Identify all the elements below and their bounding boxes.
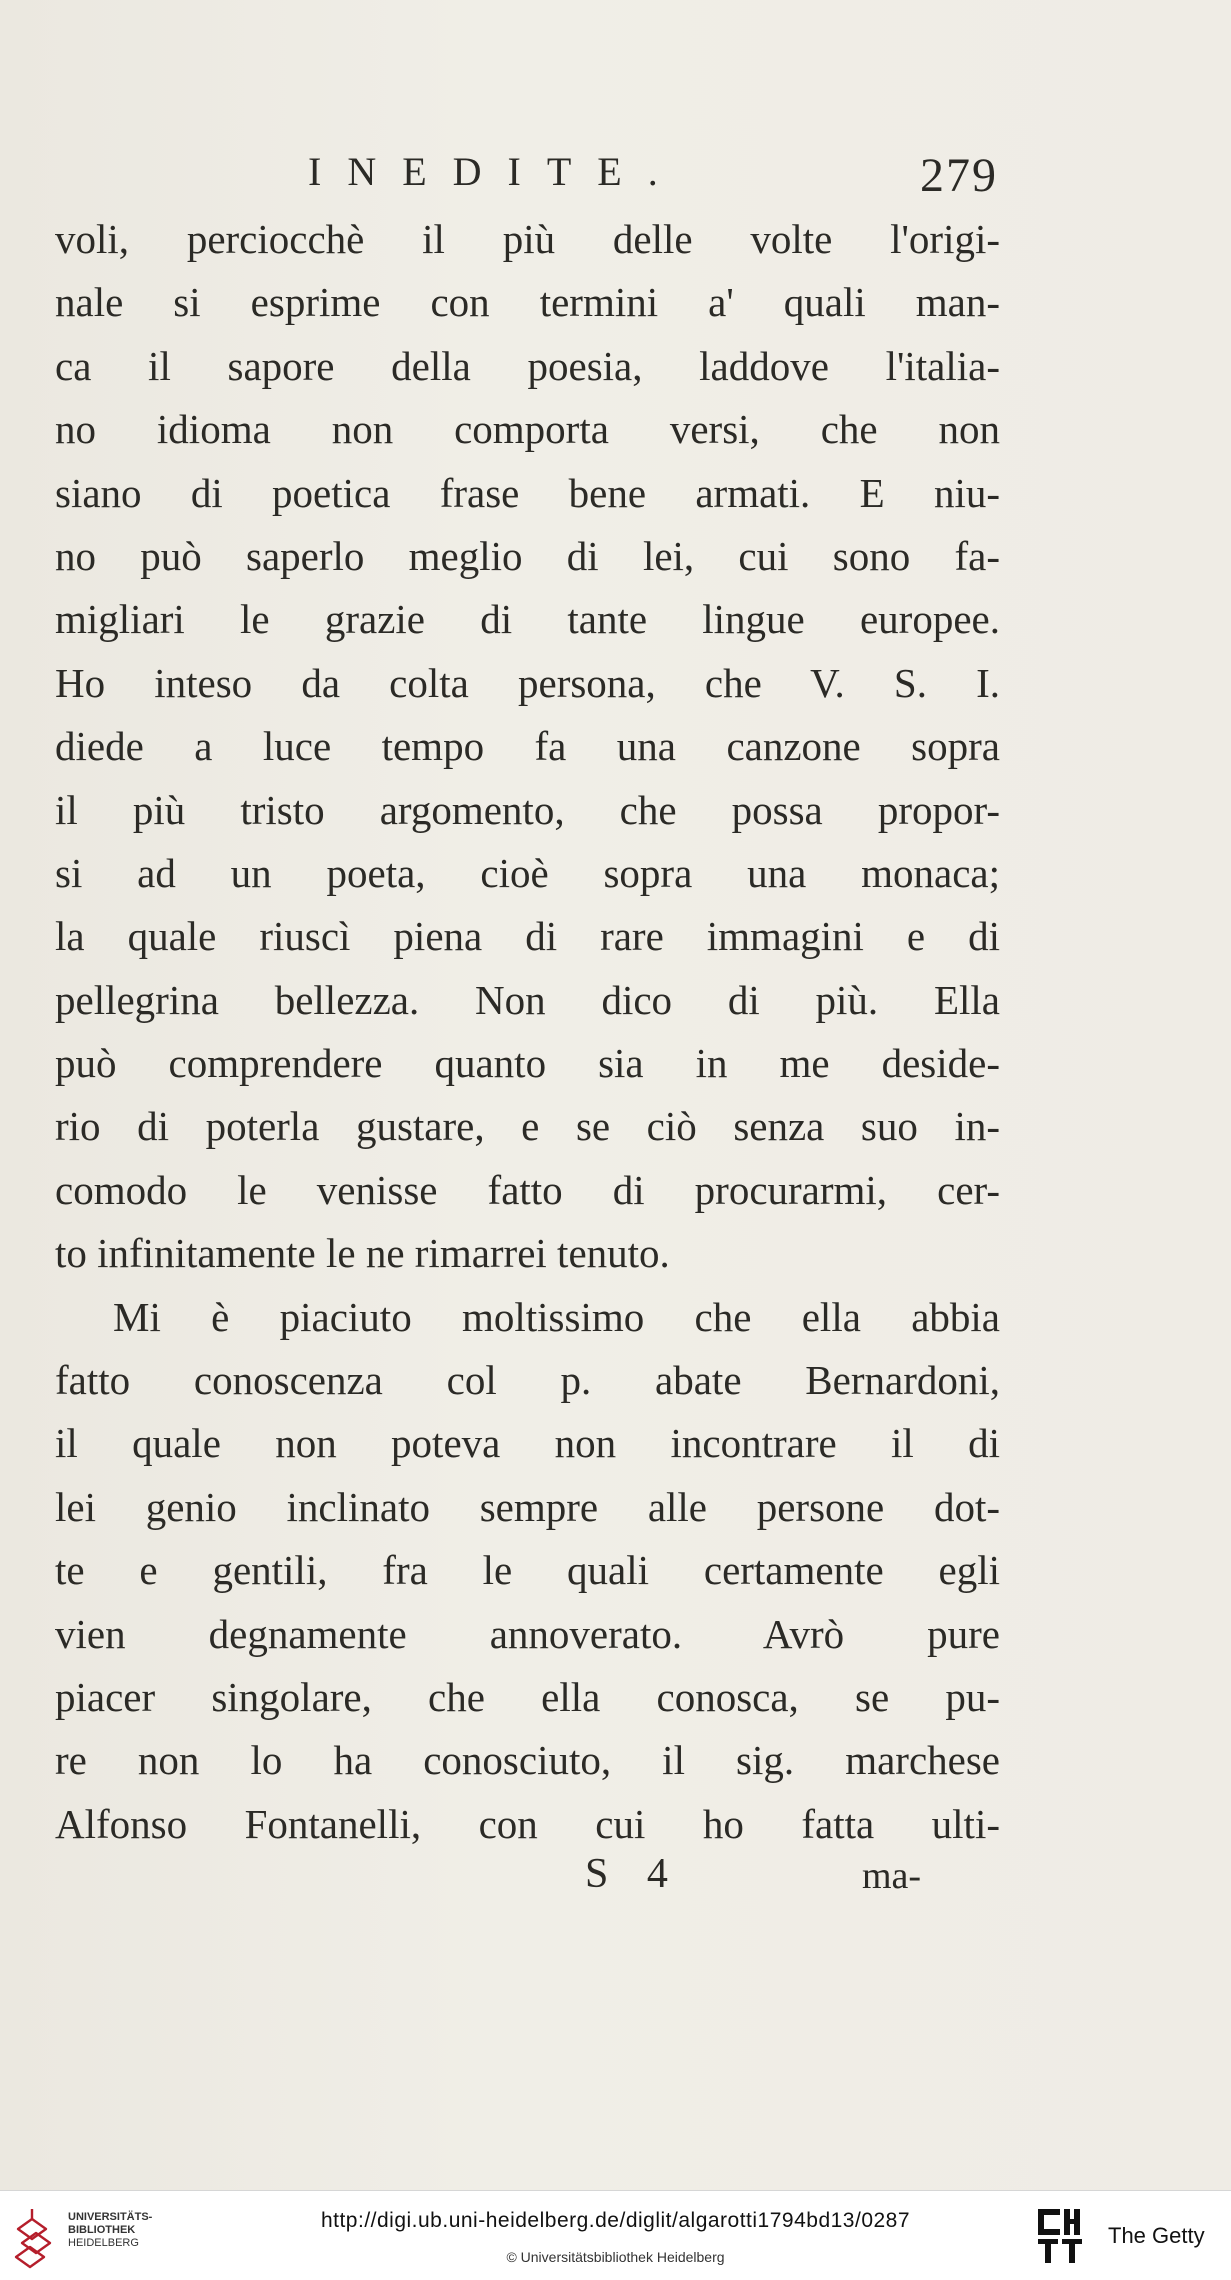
text-line: pellegrina bellezza. Non dico di più. Ella bbox=[55, 976, 1000, 1023]
text-line: può comprendere quanto sia in me deside- bbox=[55, 1040, 1000, 1087]
catchline bbox=[0, 1850, 1231, 1910]
text-line: siano di poetica frase bene armati. E niu- bbox=[55, 469, 1000, 516]
text-line: rio di poterla gustare, e se ciò senza suo in- bbox=[55, 1103, 1000, 1150]
text-line: te e gentili, fra le quali certamente egli bbox=[55, 1547, 1000, 1594]
text-line: la quale riuscì piena di rare immagini e di bbox=[55, 913, 1000, 960]
text-line: no può saperlo meglio di lei, cui sono fa- bbox=[55, 532, 1000, 579]
text-line: nale si esprime con termini a' quali man- bbox=[55, 279, 1000, 326]
text-line: vien degnamente annoverato. Avrò pure bbox=[55, 1610, 1000, 1657]
text-line: il più tristo argomento, che possa propor- bbox=[55, 786, 1000, 833]
text-line: comodo le venisse fatto di procurarmi, cer- bbox=[55, 1166, 1000, 1213]
source-url-link[interactable]: http://digi.ub.uni-heidelberg.de/diglit/algarotti1794bd13/0287 bbox=[320, 2209, 911, 2232]
text-line: to infinitamente le ne rimarrei tenuto. bbox=[55, 1230, 670, 1277]
running-head bbox=[308, 148, 998, 208]
text-line: lei genio inclinato sempre alle persone dot- bbox=[55, 1483, 1000, 1530]
text-line: migliari le grazie di tante lingue europee. bbox=[55, 596, 1000, 643]
running-title: INEDITE. bbox=[308, 149, 684, 194]
library-name-line: UNIVERSITÄTS- bbox=[68, 2211, 153, 2223]
getty-logo-icon[interactable] bbox=[1036, 2207, 1086, 2265]
copyright-notice: © Universitätsbibliothek Heidelberg bbox=[506, 2249, 725, 2265]
text-line: ca il sapore della poesia, laddove l'italia- bbox=[55, 342, 1000, 389]
text-line: Mi è piaciuto moltissimo che ella abbia bbox=[113, 1293, 1000, 1340]
text-line: Ho inteso da colta persona, che V. S. I. bbox=[55, 659, 1000, 706]
text-line: Alfonso Fontanelli, con cui ho fatta ulti- bbox=[55, 1800, 1000, 1847]
library-name-line: BIBLIOTHEK bbox=[68, 2224, 136, 2236]
body-text bbox=[55, 208, 1000, 1856]
signature-mark: S 4 bbox=[585, 1851, 682, 1897]
text-line: diede a luce tempo fa una canzone sopra bbox=[55, 723, 1000, 770]
text-line: si ad un poeta, cioè sopra una monaca; bbox=[55, 849, 1000, 896]
text-line: no idioma non comporta versi, che non bbox=[55, 406, 1000, 453]
footer-bar bbox=[0, 2190, 1231, 2280]
getty-name: The Getty bbox=[1108, 2223, 1205, 2248]
page-number: 279 bbox=[920, 149, 998, 202]
catchword: ma- bbox=[862, 1855, 922, 1897]
text-line: re non lo ha conosciuto, il sig. marchese bbox=[55, 1737, 1000, 1784]
text-line: il quale non poteva non incontrare il di bbox=[55, 1420, 1000, 1467]
library-name-line: HEIDELBERG bbox=[68, 2237, 139, 2249]
text-line: voli, perciocchè il più delle volte l'origi- bbox=[55, 216, 1000, 262]
text-line: fatto conoscenza col p. abate Bernardoni, bbox=[55, 1357, 1000, 1404]
text-line: piacer singolare, che ella conosca, se pu- bbox=[55, 1673, 1000, 1720]
